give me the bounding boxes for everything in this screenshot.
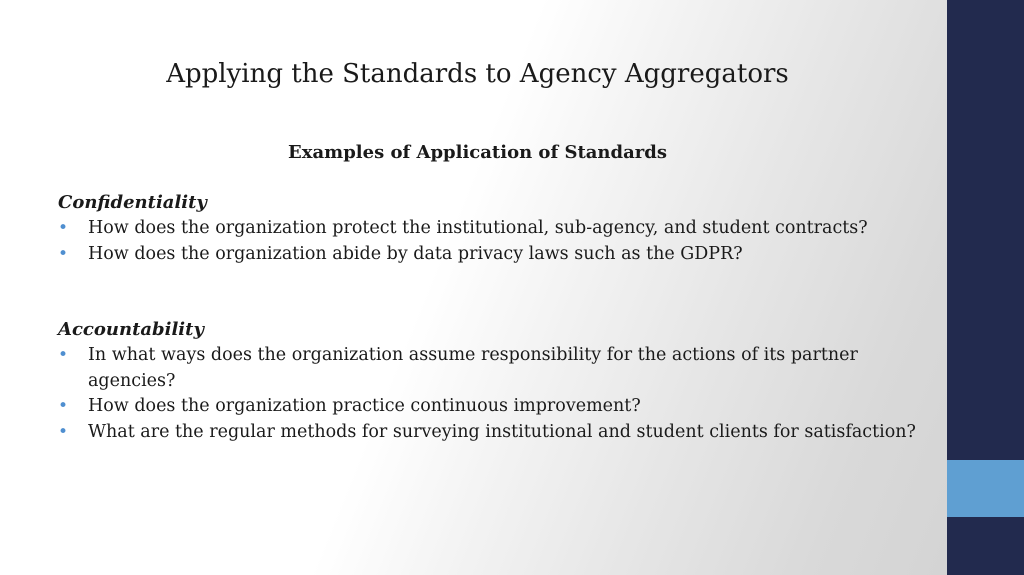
bullet-icon: • — [58, 421, 69, 442]
slide-subtitle: Examples of Application of Standards — [288, 142, 667, 163]
bullet-item — [58, 394, 918, 420]
section-heading-accountability: Accountability — [58, 319, 204, 340]
section-accountability — [58, 317, 918, 445]
section-confidentiality — [58, 190, 918, 267]
slide-title: Applying the Standards to Agency Aggregators — [166, 59, 789, 89]
bullet-list-confidentiality — [58, 216, 918, 267]
bullet-text: In what ways does the organization assume responsibility for the actions of its partner agencies? — [88, 345, 858, 391]
bullet-icon: • — [58, 345, 69, 365]
side-accent-block — [947, 460, 1024, 517]
bullet-list-accountability — [58, 343, 918, 445]
bullet-text: How does the organization practice continuous improvement? — [88, 396, 641, 416]
bullet-icon: • — [58, 396, 69, 416]
bullet-icon: • — [58, 218, 69, 238]
bullet-text: How does the organization protect the institutional, sub-agency, and student contracts? — [88, 218, 868, 238]
bullet-text: What are the regular methods for surveying institutional and student clients for satisfaction? — [88, 421, 916, 442]
bullet-item — [58, 343, 918, 394]
bullet-text: How does the organization abide by data privacy laws such as the GDPR? — [88, 243, 743, 264]
bullet-item — [58, 216, 918, 242]
bullet-icon: • — [58, 243, 69, 264]
bullet-item — [58, 420, 918, 446]
section-heading-confidentiality: Confidentiality — [58, 192, 207, 213]
bullet-item — [58, 242, 918, 268]
